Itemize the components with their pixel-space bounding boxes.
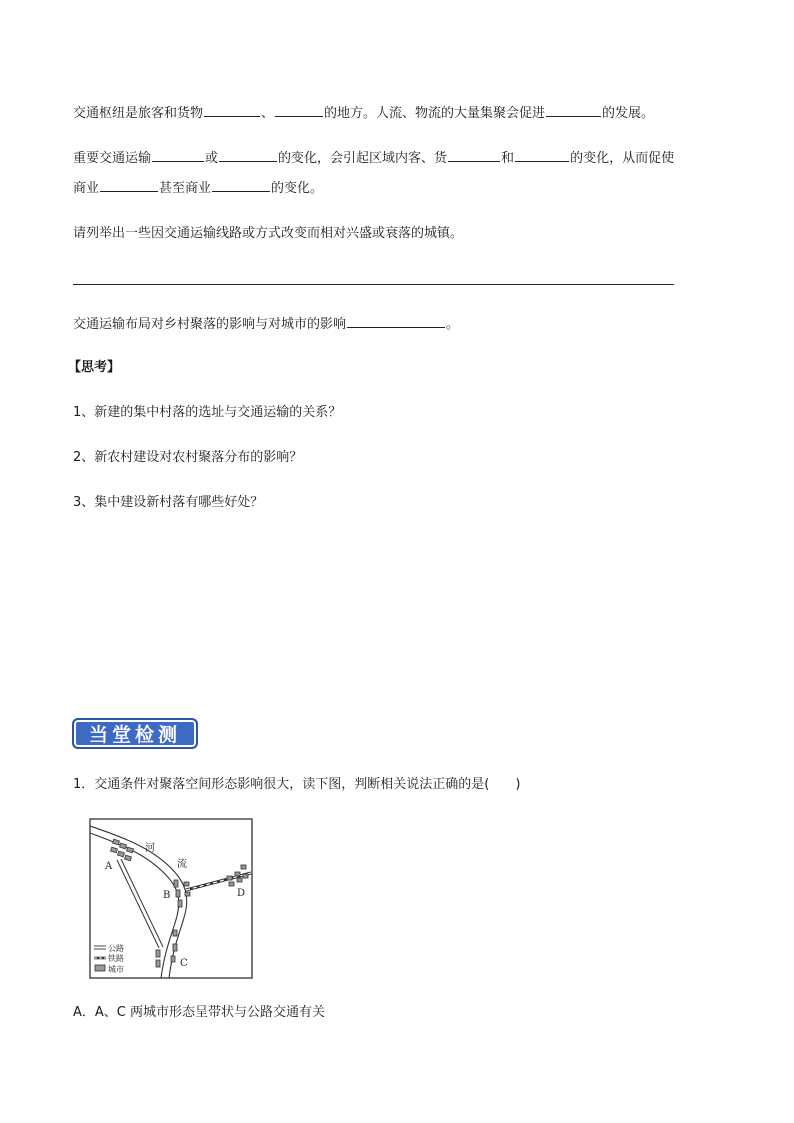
question-prompt: 请列举出一些因交通运输线路或方式改变而相对兴盛或衰落的城镇。 — [73, 226, 464, 241]
text-segment: 和 — [501, 151, 515, 166]
answer-blank[interactable] — [219, 148, 277, 162]
text-segment: 甚至商业 — [159, 181, 212, 196]
fill-blank-line-2 — [73, 148, 674, 168]
legend-highway-label: 公路 — [108, 944, 124, 953]
text-segment: 的地方。人流、物流的大量集聚会促进 — [324, 106, 546, 121]
answer-blank[interactable] — [152, 148, 204, 162]
think-question-1: 1、新建的集中村落的选址与交通运输的关系？ — [73, 405, 342, 420]
text-segment: 重要交通运输 — [73, 151, 152, 166]
question-1-stem: 1．交通条件对聚落空间形态影响很大，读下图，判断相关说法正确的是( ) — [73, 777, 521, 792]
settlement-map — [89, 818, 253, 980]
legend-railway-label: 铁路 — [108, 954, 124, 963]
fill-blank-line-4 — [73, 314, 459, 334]
answer-line[interactable] — [73, 284, 674, 285]
legend-city-label: 城市 — [108, 965, 124, 974]
text-segment: 的变化，会引起区域内客、货 — [278, 151, 448, 166]
city-label-c: C — [180, 958, 188, 969]
answer-blank[interactable] — [100, 178, 158, 192]
section-badge: 当堂检测 — [72, 718, 198, 749]
text-segment: 。 — [446, 317, 460, 332]
legend-city-symbol — [95, 965, 105, 971]
text-segment: 的变化，从而促使 — [570, 151, 675, 166]
city-label-b: B — [163, 890, 171, 901]
text-segment: 的变化。 — [271, 181, 324, 196]
fill-blank-line-3 — [73, 178, 323, 198]
text-segment: 、 — [261, 106, 275, 121]
text-segment: 交通运输布局对乡村聚落的影响与对城市的影响 — [73, 317, 347, 332]
answer-blank[interactable] — [204, 103, 260, 117]
answer-blank[interactable] — [546, 103, 601, 117]
think-question-3: 3、集中建设新村落有哪些好处？ — [73, 495, 264, 510]
answer-blank[interactable] — [212, 178, 270, 192]
think-heading: 【思考】 — [68, 360, 121, 375]
answer-blank[interactable] — [347, 314, 445, 328]
city-label-a: A — [105, 861, 113, 872]
text-segment: 交通枢纽是旅客和货物 — [73, 106, 204, 121]
answer-blank[interactable] — [275, 103, 323, 117]
answer-blank[interactable] — [515, 148, 569, 162]
city-label-d: D — [237, 888, 246, 899]
text-segment: 的发展。 — [602, 106, 655, 121]
text-segment: 商业 — [73, 181, 100, 196]
river-label: 河 — [145, 843, 155, 854]
answer-blank[interactable] — [448, 148, 500, 162]
river-label: 流 — [177, 859, 187, 870]
question-1-option-a[interactable]: A．A、C 两城市形态呈带状与公路交通有关 — [73, 1005, 325, 1020]
fill-blank-line-1 — [73, 103, 654, 123]
text-segment: 或 — [205, 151, 219, 166]
think-question-2: 2、新农村建设对农村聚落分布的影响？ — [73, 450, 303, 465]
